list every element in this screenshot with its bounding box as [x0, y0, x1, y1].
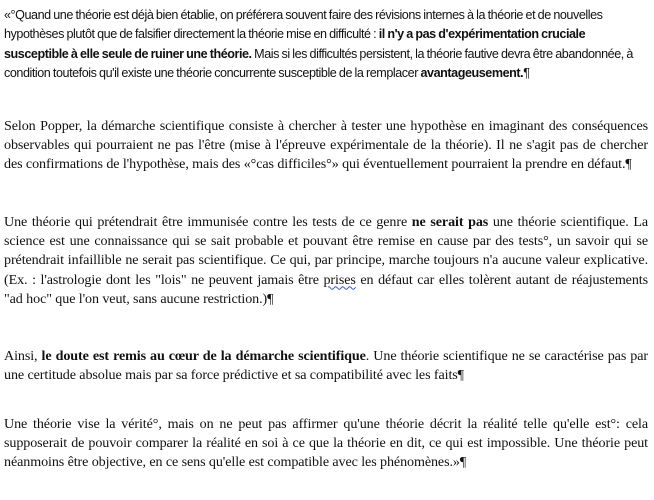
- text-run: Une théorie vise la vérité°, mais on ne peut pas affirmer qu'une théorie décrit la réalité telle qu'elle est°: cela supposerait de pouvoir comparer la réalité en soi à ce que la théorie en dit, ce qui est impossible. Une théorie peut néanmoins être objective, en ce sens qu'elle est compatible avec les phénomènes.»: [4, 416, 648, 471]
- pilcrow-mark: ¶: [267, 290, 274, 307]
- bold-run: avantageusement.: [420, 65, 524, 80]
- pilcrow-mark: ¶: [625, 156, 632, 173]
- text-run: «°Quand une théorie est déjà bien établie, on préférera souvent faire des révisions internes à la théorie et de nouvelles hypothèses plutôt que de falsifier directement la théorie mise en difficulté :: [4, 8, 603, 42]
- text-run: . Une théorie scientifique ne se caractérise pas par une certitude absolue mais par sa force prédictive et sa compatibilité avec les faits: [4, 348, 648, 384]
- pilcrow-mark: ¶: [459, 454, 467, 471]
- text-run: en défaut car elles tolèrent autant de réajustements "ad hoc" que l'on veut, sans aucune restriction.): [4, 271, 648, 307]
- paragraph-popper: [4, 117, 648, 175]
- spellcheck-underlined-word[interactable]: prises: [323, 271, 356, 288]
- paragraph-immunized-theory: [4, 213, 648, 309]
- pilcrow-mark: ¶: [457, 367, 464, 384]
- bold-run: le doute est remis au cœur de la démarche scientifique: [41, 348, 366, 364]
- pilcrow-mark: ¶: [523, 65, 530, 80]
- text-run: Mais si les difficultés persistent, la théorie fautive devra être abandonnée, à condition toutefois qu'il existe une théorie concurrente susceptible de la remplacer: [4, 46, 633, 80]
- text-run: une théorie scientifique. La science est une connaissance qui se sait probable et pouvant être remise en cause par des tests°, un savoir qui se prétendrait infaillible ne serait pas scientifique. Ce qui, par principe, marche toujours n'a aucune valeur explicative. (Ex. : l'astrologie dont les "lois" ne peuvent jamais être: [4, 214, 648, 288]
- text-run: Une théorie qui prétendrait être immunisée contre les tests de ce genre: [4, 214, 412, 230]
- text-run: Ainsi,: [4, 348, 42, 364]
- bold-run: il n'y a pas d'expérimentation cruciale susceptible à elle seule de ruiner une théorie.: [4, 27, 586, 61]
- paragraph-doubt: [4, 347, 648, 385]
- text-run: Selon Popper, la démarche scientifique consiste à chercher à tester une hypothèse en imaginant des conséquences observables qui pourraient ne pas l'être (mise à l'épreuve expérimentale de la théorie). Il ne s'agit pas de chercher des confirmations de l'hypothèse, mais des «°cas difficiles°» qui éventuellement pourraient la prendre en défaut.: [4, 118, 648, 173]
- paragraph-truth: [4, 415, 648, 473]
- bold-run: ne serait pas: [411, 214, 489, 230]
- paragraph-quote-intro: [4, 6, 648, 83]
